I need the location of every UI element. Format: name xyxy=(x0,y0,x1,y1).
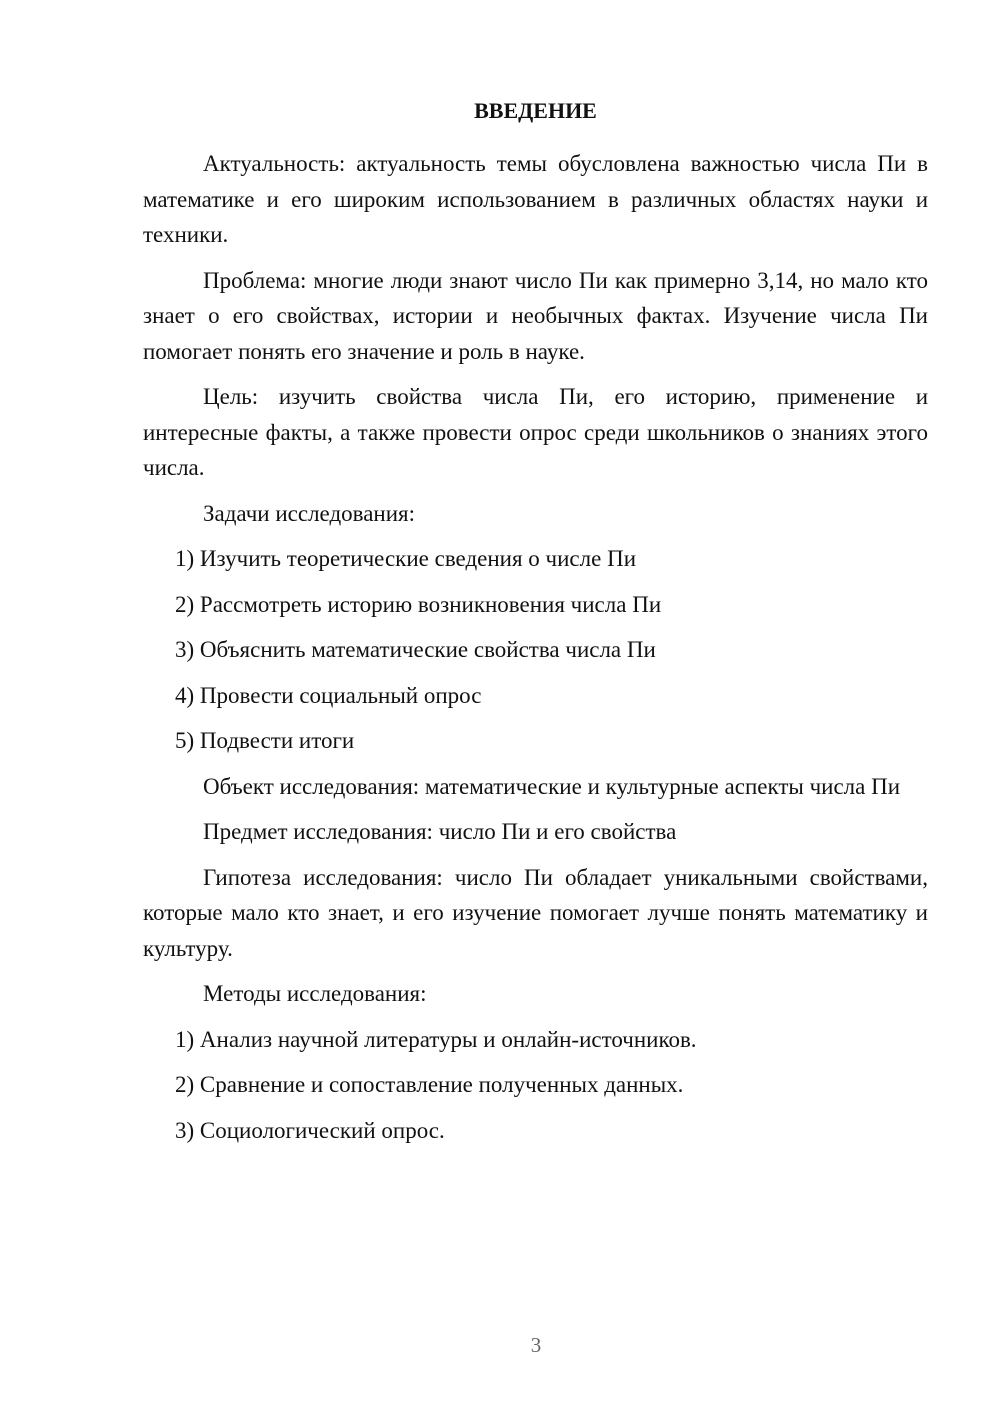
list-item: 1) Анализ научной литературы и онлайн-источников. xyxy=(175,1026,697,1052)
list-item: 4) Провести социальный опрос xyxy=(175,682,482,708)
relevance-paragraph: Актуальность: актуальность темы обусловлена важностью числа Пи в математике и его широким использованием в различных областях науки и техники. xyxy=(143,151,928,247)
list-item: 1) Изучить теоретические сведения о числе Пи xyxy=(175,546,636,571)
tasks-label: Задачи исследования: xyxy=(203,500,416,526)
page-content xyxy=(143,96,928,1158)
page-number: 3 xyxy=(530,1333,542,1357)
problem-paragraph: Проблема: многие люди знают число Пи как примерно 3,14, но мало кто знает о его свойствах, истории и необычных фактах. Изучение числа Пи помогает понять его значение и роль в науке. xyxy=(143,267,928,364)
methods-label: Методы исследования: xyxy=(203,981,427,1006)
methods-list xyxy=(143,1022,928,1149)
hypothesis-paragraph: Гипотеза исследования: число Пи обладает уникальными свойствами, которые мало кто знает, и его изучение помогает лучше понять математику и культуру. xyxy=(143,864,928,961)
tasks-list xyxy=(143,541,928,759)
goal-paragraph: Цель: изучить свойства числа Пи, его историю, применение и интересные факты, а также провести опрос среди школьников о знаниях этого числа. xyxy=(143,384,928,480)
object-paragraph: Объект исследования: математические и культурные аспекты числа Пи xyxy=(203,773,901,799)
subject-paragraph: Предмет исследования: число Пи и его свойства xyxy=(203,819,677,844)
section-heading: ВВЕДЕНИЕ xyxy=(474,98,597,123)
list-item: 3) Объяснить математические свойства числа Пи xyxy=(175,637,656,662)
list-item: 2) Сравнение и сопоставление полученных данных. xyxy=(175,1072,684,1097)
list-item: 2) Рассмотреть историю возникновения числа Пи xyxy=(175,591,662,617)
list-item: 5) Подвести итоги xyxy=(175,728,355,753)
list-item: 3) Социологический опрос. xyxy=(175,1117,445,1143)
